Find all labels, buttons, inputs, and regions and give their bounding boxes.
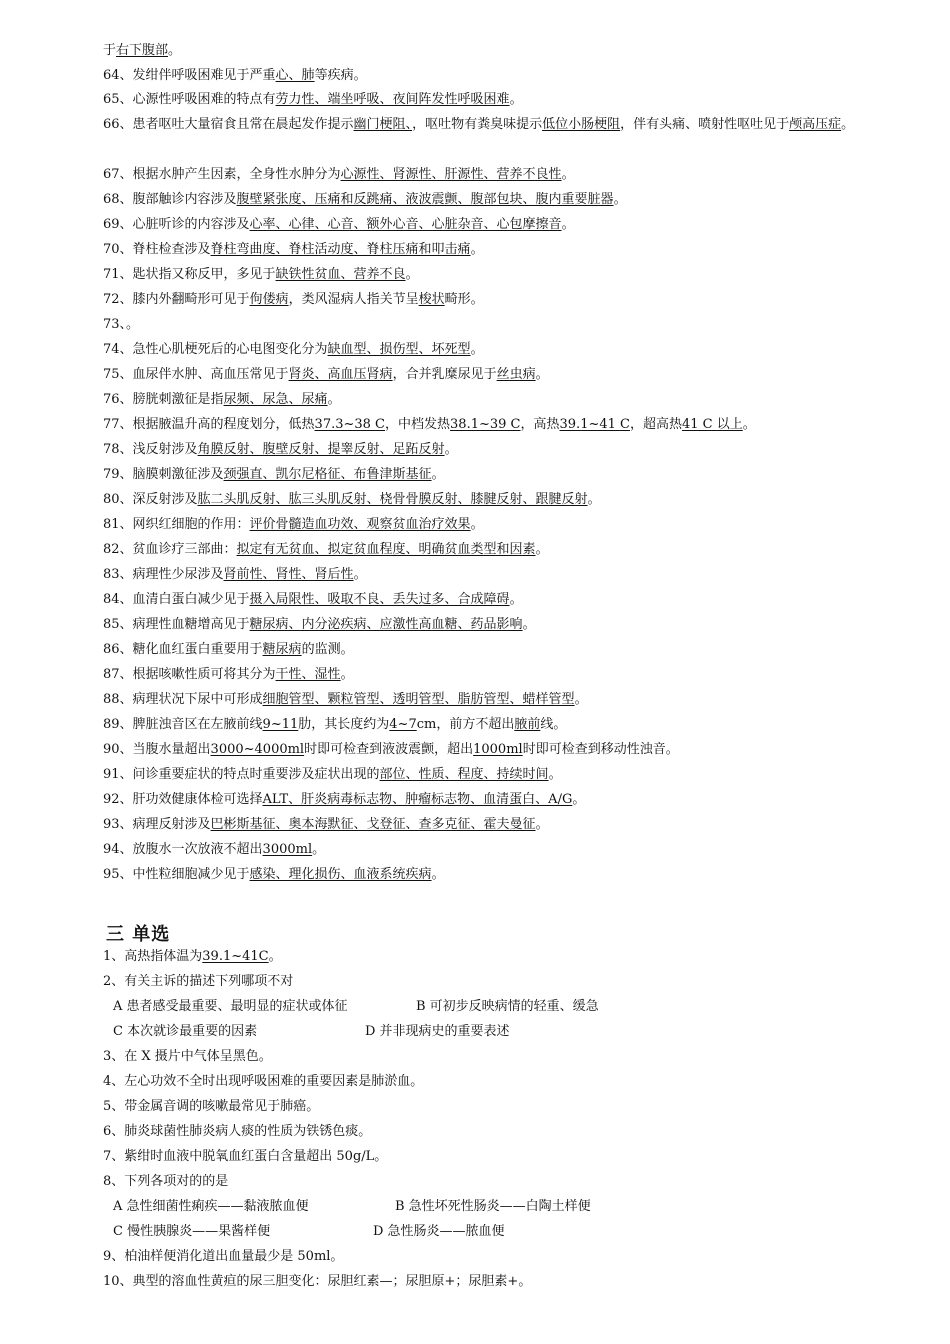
question-text: 。 <box>444 442 458 457</box>
question-text: 81、网织红细胞的作用： <box>103 517 250 532</box>
question-text: 67、根据水肿产生因素，全身性水肿分为 <box>103 167 341 182</box>
answer-blank: 41 C 以上 <box>682 417 743 432</box>
question-s2: 2、有关主诉的描述下列哪项不对 <box>103 974 294 989</box>
question-text: ，呕吐物有粪臭味提示 <box>412 117 543 132</box>
question-text: 93、病理反射涉及 <box>103 817 211 832</box>
question-text: 。 <box>405 267 419 282</box>
question-text: 72、膝内外翻畸形可见于 <box>103 292 250 307</box>
answer-blank: 巴彬斯基征、奥本海默征、戈登征、查多克征、霍夫曼征 <box>210 817 536 832</box>
question-text: 。 <box>561 167 575 182</box>
question-text: 畸形。 <box>444 292 484 307</box>
answer-blank: 颅高压症 <box>789 117 842 132</box>
question-text: 时即可检查到液波震颤，超出 <box>304 742 474 757</box>
question-text: 85、病理性血糖增高见于 <box>103 617 250 632</box>
question-text: 。 <box>470 517 484 532</box>
answer-blank: 腋前 <box>514 717 541 732</box>
answer-blank: 心源性、肾源性、肝源性、营养不良性 <box>340 167 562 182</box>
question-s3: 3、在 X 摄片中气体呈黑色。 <box>103 1049 272 1064</box>
question-text: 。 <box>572 792 586 807</box>
answer-blank: 低位小肠梗阻 <box>542 117 621 132</box>
fill-item-q73 <box>103 312 913 337</box>
question-text: ，伴有头痛、喷射性呕吐见于 <box>620 117 790 132</box>
answer-blank: 细胞管型、颗粒管型、透明管型、脂肪管型、蜡样管型 <box>262 692 575 707</box>
answer-blank: 缺血型、损伤型、坏死型 <box>327 342 471 357</box>
question-text: 。 <box>613 192 627 207</box>
question-text: 89、脾脏浊音区在左腋前线 <box>103 717 263 732</box>
fill-item-q82 <box>103 537 913 562</box>
question-text: 65、心源性呼吸困难的特点有 <box>103 92 276 107</box>
fill-item-q77 <box>103 412 913 437</box>
answer-blank: 摄入局限性、吸取不良、丢失过多、合成障碍 <box>249 592 510 607</box>
answer-blank: 3000ml <box>262 842 313 857</box>
option-s8-d: D 急性肠炎——脓血便 <box>373 1224 505 1239</box>
question-text: 71、匙状指又称反甲，多见于 <box>103 267 276 282</box>
question-text: 于 <box>103 43 117 58</box>
question-text: 90、当腹水量超出 <box>103 742 211 757</box>
answer-blank: 部位、性质、程度、持续时间 <box>379 767 549 782</box>
answer-blank: 感染、理化损伤、血液系统疾病 <box>249 867 432 882</box>
answer-blank: 3000~4000ml <box>210 742 305 757</box>
answer-blank: 1000ml <box>473 742 523 757</box>
question-text: 线。 <box>540 717 567 732</box>
option-s8-c: C 慢性胰腺炎——果酱样便 <box>113 1224 271 1239</box>
question-text: 。 <box>431 867 445 882</box>
answer-blank: 39.1~41C <box>202 949 269 964</box>
fill-item-q81 <box>103 512 913 537</box>
question-text: 1、高热指体温为 <box>103 949 203 964</box>
answer-blank: 9~11 <box>262 717 299 732</box>
fill-item-q78 <box>103 437 913 462</box>
question-text: 94、放腹水一次放液不超出 <box>103 842 263 857</box>
section-title: 三 单选 <box>106 924 171 945</box>
question-text: 68、腹部触诊内容涉及 <box>103 192 237 207</box>
fill-item-q91 <box>103 762 913 787</box>
question-text: 92、肝功效健康体检可选择 <box>103 792 263 807</box>
answer-blank: 右下腹部 <box>116 43 169 58</box>
answer-blank: 肱二头肌反射、肱三头肌反射、桡骨骨膜反射、膝腱反射、跟腱反射 <box>197 492 588 507</box>
question-text: 。 <box>470 342 484 357</box>
question-text: 。 <box>522 617 536 632</box>
answer-blank: 劳力性、端坐呼吸、夜间阵发性呼吸困难 <box>275 92 510 107</box>
question-text: 74、急性心肌梗死后的心电图变化分为 <box>103 342 328 357</box>
fill-item-q79 <box>103 462 913 487</box>
question-text: 。 <box>509 592 523 607</box>
fill-item-q94 <box>103 837 913 862</box>
fill-item-q68 <box>103 187 913 212</box>
question-s10: 10、典型的溶血性黄疸的尿三胆变化：尿胆红素—；尿胆原+；尿胆素+。 <box>103 1274 532 1289</box>
answer-blank: 丝虫病 <box>496 367 536 382</box>
fill-item-q69 <box>103 212 913 237</box>
fill-item-q83 <box>103 562 913 587</box>
question-text: 84、血清白蛋白减少见于 <box>103 592 250 607</box>
answer-blank: 干性、湿性 <box>275 667 341 682</box>
answer-blank: 脊柱弯曲度、脊柱活动度、脊柱压痛和叩击痛 <box>210 242 471 257</box>
question-text: 91、问诊重要症状的特点时重要涉及症状出现的 <box>103 767 380 782</box>
option-s8-b: B 急性坏死性肠炎——白陶土样便 <box>395 1199 591 1214</box>
question-text: 。 <box>340 667 354 682</box>
question-text: 。 <box>574 692 588 707</box>
answer-blank: 梭状 <box>418 292 445 307</box>
answer-blank: 38.1~39 C <box>450 417 521 432</box>
question-text: 肋，其长度约为 <box>298 717 390 732</box>
answer-blank: 缺铁性贫血、营养不良 <box>275 267 406 282</box>
fill-item-q76 <box>103 387 913 412</box>
fill-item-q64 <box>103 63 913 88</box>
question-text: 79、脑膜刺激征涉及 <box>103 467 224 482</box>
question-text: ，中档发热 <box>385 417 451 432</box>
fill-item-q86 <box>103 637 913 662</box>
answer-blank: 肾前性、肾性、肾后性 <box>223 567 354 582</box>
question-text: 77、根据腋温升高的程度划分，低热 <box>103 417 315 432</box>
question-text: 。 <box>268 949 282 964</box>
answer-blank: 幽门梗阻、 <box>353 117 413 132</box>
fill-item-q71 <box>103 262 913 287</box>
answer-blank: 糖尿病、内分泌疾病、应激性高血糖、药品影响 <box>249 617 523 632</box>
fill-item-q95 <box>103 862 913 887</box>
answer-blank: 糖尿病 <box>262 642 302 657</box>
question-text: 。 <box>587 492 601 507</box>
answer-blank: 肾炎、高血压肾病 <box>288 367 393 382</box>
question-s9: 9、柏油样便消化道出血量最少是 50ml。 <box>103 1249 344 1264</box>
question-s8: 8、下列各项对的的是 <box>103 1174 229 1189</box>
fill-item-line-cont <box>103 38 913 63</box>
question-text: 87、根据咳嗽性质可将其分为 <box>103 667 276 682</box>
answer-blank: 评价骨髓造血功效、观察贫血治疗效果 <box>249 517 471 532</box>
answer-blank: 心、肺 <box>275 68 315 83</box>
option-s2-a: A 患者感受最重要、最明显的症状或体征 <box>113 999 348 1014</box>
question-text: 时即可检查到移动性浊音。 <box>522 742 679 757</box>
question-text: 69、心脏听诊的内容涉及 <box>103 217 250 232</box>
question-s1 <box>103 944 913 969</box>
question-text: 78、浅反射涉及 <box>103 442 198 457</box>
fill-item-q66 <box>103 112 913 137</box>
question-text: 。 <box>509 92 523 107</box>
question-s5: 5、带金属音调的咳嗽最常见于肺癌。 <box>103 1099 320 1114</box>
question-text: 。 <box>535 542 549 557</box>
fill-item-q85 <box>103 612 913 637</box>
question-text: 。 <box>841 117 855 132</box>
fill-item-q89 <box>103 712 913 737</box>
question-text: 88、病理状况下尿中可形成 <box>103 692 263 707</box>
question-text: 。 <box>431 467 445 482</box>
answer-blank: 39.1~41 C <box>559 417 630 432</box>
question-text: 。 <box>742 417 756 432</box>
question-text: 82、贫血诊疗三部曲： <box>103 542 237 557</box>
answer-blank: 拟定有无贫血、拟定贫血程度、明确贫血类型和因素 <box>236 542 536 557</box>
question-text: 。 <box>535 367 549 382</box>
question-text: ，超高热 <box>629 417 682 432</box>
answer-blank: 腹壁紧张度、压痛和反跳痛、液波震颤、腹部包块、腹内重要脏器 <box>236 192 614 207</box>
fill-item-q87 <box>103 662 913 687</box>
question-text: 64、发绀伴呼吸困难见于严重 <box>103 68 276 83</box>
question-text: 86、糖化血红蛋白重要用于 <box>103 642 263 657</box>
answer-blank: 颈强直、凯尔尼格征、布鲁津斯基征 <box>223 467 432 482</box>
question-text: 。 <box>548 767 562 782</box>
question-text: ，合并乳糜尿见于 <box>392 367 497 382</box>
question-text: 76、膀胱刺激征是指 <box>103 392 224 407</box>
fill-item-q93 <box>103 812 913 837</box>
question-text: 。 <box>353 567 367 582</box>
fill-item-q92 <box>103 787 913 812</box>
answer-blank: 37.3~38 C <box>314 417 386 432</box>
question-text: 。 <box>535 817 549 832</box>
answer-blank: 角膜反射、腹壁反射、提睾反射、足跖反射 <box>197 442 445 457</box>
option-s8-a: A 急性细菌性痢疾——黏液脓血便 <box>113 1199 309 1214</box>
question-text: 。 <box>327 392 341 407</box>
fill-item-q65 <box>103 87 913 112</box>
answer-blank: 尿频、尿急、尿痛 <box>223 392 328 407</box>
question-text: 75、血尿伴水肿、高血压常见于 <box>103 367 289 382</box>
question-text: 66、患者呕吐大量宿食且常在晨起发作提示 <box>103 117 354 132</box>
fill-item-q70 <box>103 237 913 262</box>
question-s6: 6、肺炎球菌性肺炎病人痰的性质为铁锈色痰。 <box>103 1124 372 1139</box>
question-s7: 7、紫绀时血液中脱氧血红蛋白含量超出 50g/L。 <box>103 1149 388 1164</box>
option-s2-c: C 本次就诊最重要的因素 <box>113 1024 258 1039</box>
fill-item-q72 <box>103 287 913 312</box>
question-text: ，类风湿病人指关节呈 <box>288 292 419 307</box>
answer-blank: ALT、肝炎病毒标志物、肿瘤标志物、血清蛋白、A/G <box>262 792 573 807</box>
question-text: 。 <box>470 242 484 257</box>
fill-item-q75 <box>103 362 913 387</box>
question-text: 83、病理性少尿涉及 <box>103 567 224 582</box>
fill-item-q84 <box>103 587 913 612</box>
answer-blank: 佝偻病 <box>249 292 289 307</box>
option-s2-b: B 可初步反映病情的轻重、缓急 <box>416 999 599 1014</box>
question-text: 80、深反射涉及 <box>103 492 198 507</box>
option-s2-d: D 并非现病史的重要表述 <box>365 1024 510 1039</box>
fill-item-q80 <box>103 487 913 512</box>
question-text: cm，前方不超出 <box>416 717 515 732</box>
question-text: 。 <box>561 217 575 232</box>
fill-item-q74 <box>103 337 913 362</box>
question-text: 。 <box>312 842 326 857</box>
question-text: 的监测。 <box>301 642 354 657</box>
question-text: 。 <box>168 43 182 58</box>
question-text: ，高热 <box>520 417 560 432</box>
fill-item-q90 <box>103 737 913 762</box>
fill-item-q88 <box>103 687 913 712</box>
answer-blank: 心率、心律、心音、额外心音、心脏杂音、心包摩擦音 <box>249 217 562 232</box>
answer-blank: 4~7 <box>389 717 417 732</box>
fill-item-q67 <box>103 162 913 187</box>
question-s4: 4、左心功效不全时出现呼吸困难的重要因素是肺淤血。 <box>103 1074 424 1089</box>
question-text: 73、。 <box>103 317 140 332</box>
question-text: 95、中性粒细胞减少见于 <box>103 867 250 882</box>
question-text: 70、脊柱检查涉及 <box>103 242 211 257</box>
question-text: 等疾病。 <box>314 68 367 83</box>
